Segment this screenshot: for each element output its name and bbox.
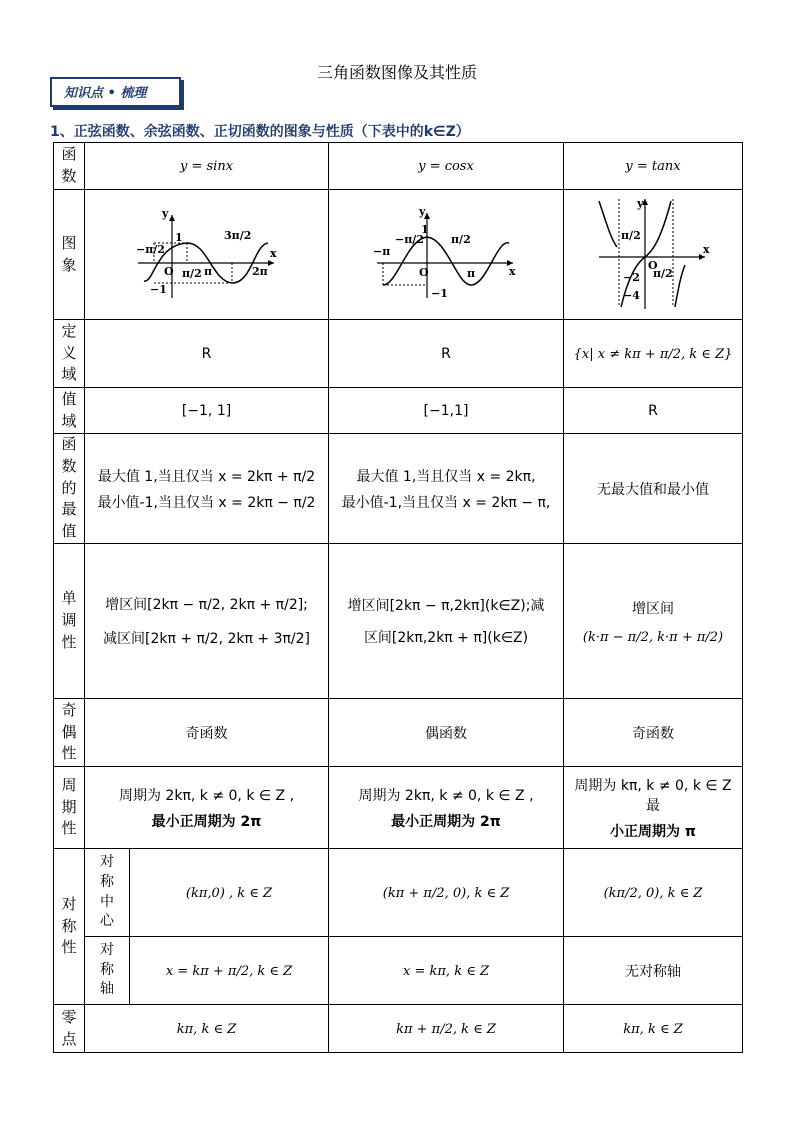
section-heading: 1、正弦函数、余弦函数、正切函数的图象与性质（下表中的k∈Z） (50, 124, 470, 140)
svg-text:−π/2: −π/2 (395, 232, 424, 246)
row-function (54, 143, 743, 190)
cell-cos-domain: R (329, 320, 564, 388)
svg-text:y: y (637, 196, 644, 210)
cell-cos-func: y = cosx (329, 143, 564, 190)
label-graph: 图 象 (54, 190, 85, 320)
label-parity: 奇 偶 性 (54, 699, 85, 767)
cos-graph (371, 203, 521, 303)
cell-tan-monotonic: 增区间 (k·π − π/2, k·π + π/2) (564, 544, 743, 699)
row-period (54, 767, 743, 849)
svg-text:π/2: π/2 (181, 266, 202, 280)
svg-text:3π/2: 3π/2 (223, 228, 251, 242)
cell-cos-graph (329, 190, 564, 320)
cell-sin-func: y = sinx (85, 143, 329, 190)
svg-text:2π: 2π (251, 264, 268, 278)
cell-cos-zero: kπ + π/2, k ∈ Z (329, 1005, 564, 1053)
cell-tan-extreme: 无最大值和最小值 (564, 434, 743, 544)
cell-tan-graph (564, 190, 743, 320)
label-period: 周 期 性 (54, 767, 85, 849)
label-zero: 零 点 (54, 1005, 85, 1053)
cell-tan-period: 周期为 kπ, k ≠ 0, k ∈ Z最 小正周期为 π (564, 767, 743, 849)
cell-sin-parity: 奇函数 (85, 699, 329, 767)
trig-table (53, 142, 743, 1053)
cell-cos-period: 周期为 2kπ, k ≠ 0, k ∈ Z , 最小正周期为 2π (329, 767, 564, 849)
row-monotonic (54, 544, 743, 699)
sin-graph (132, 203, 282, 303)
label-function: 函 数 (54, 143, 85, 190)
svg-text:−1: −1 (149, 282, 167, 296)
cell-sin-extreme: 最大值 1,当且仅当 x = 2kπ + π/2 最小值-1,当且仅当 x = 2kπ − π/2 (85, 434, 329, 544)
tan-graph (593, 195, 713, 311)
label-symmetry: 对 称 性 (54, 849, 85, 1005)
svg-text:1: 1 (174, 230, 183, 244)
row-symmetry-center (54, 849, 743, 937)
cell-sin-zero: kπ, k ∈ Z (85, 1005, 329, 1053)
label-extreme: 函 数 的 最 值 (54, 434, 85, 544)
cell-sin-center: (kπ,0) , k ∈ Z (130, 849, 329, 937)
label-domain: 定 义 域 (54, 320, 85, 388)
label-monotonic: 单 调 性 (54, 544, 85, 699)
svg-text:π/2: π/2 (451, 232, 471, 246)
cell-tan-func: y = tanx (564, 143, 743, 190)
row-domain (54, 320, 743, 388)
cell-tan-center: (kπ/2, 0), k ∈ Z (564, 849, 743, 937)
page-title: 三角函数图像及其性质 (316, 63, 477, 82)
svg-text:O: O (648, 258, 658, 272)
cell-cos-range: [−1,1] (329, 388, 564, 434)
cell-sin-monotonic: 增区间[2kπ − π/2, 2kπ + π/2]; 减区间[2kπ + π/2, 2kπ + 3π/2] (85, 544, 329, 699)
cell-tan-axis: 无对称轴 (564, 937, 743, 1005)
row-symmetry-axis (54, 937, 743, 1005)
label-range: 值 域 (54, 388, 85, 434)
row-graph (54, 190, 743, 320)
svg-text:y: y (161, 206, 168, 220)
label-symmetry-center: 对 称 中 心 (85, 849, 130, 937)
svg-text:−4: −4 (623, 288, 640, 302)
cell-tan-range: R (564, 388, 743, 434)
svg-text:y: y (419, 204, 426, 218)
label-symmetry-axis: 对 称 轴 (85, 937, 130, 1005)
cell-tan-zero: kπ, k ∈ Z (564, 1005, 743, 1053)
svg-text:x: x (703, 242, 710, 256)
knowledge-tag: 知识点 • 梳理 (50, 77, 181, 107)
row-extreme (54, 434, 743, 544)
svg-text:π/2: π/2 (653, 266, 673, 280)
svg-text:π: π (203, 264, 212, 278)
cell-tan-domain: {x| x ≠ kπ + π/2, k ∈ Z} (564, 320, 743, 388)
cell-sin-period: 周期为 2kπ, k ≠ 0, k ∈ Z , 最小正周期为 2π (85, 767, 329, 849)
row-zero (54, 1005, 743, 1053)
cell-cos-extreme: 最大值 1,当且仅当 x = 2kπ, 最小值-1,当且仅当 x = 2kπ − π, (329, 434, 564, 544)
cell-cos-center: (kπ + π/2, 0), k ∈ Z (329, 849, 564, 937)
cell-cos-parity: 偶函数 (329, 699, 564, 767)
svg-text:−π/2: −π/2 (135, 242, 165, 256)
svg-text:π: π (467, 266, 476, 280)
cell-tan-parity: 奇函数 (564, 699, 743, 767)
row-range (54, 388, 743, 434)
svg-text:x: x (509, 264, 516, 278)
cell-cos-monotonic: 增区间[2kπ − π,2kπ](k∈Z);减 区间[2kπ,2kπ + π](k∈Z) (329, 544, 564, 699)
cell-sin-axis: x = kπ + π/2, k ∈ Z (130, 937, 329, 1005)
cell-sin-range: [−1, 1] (85, 388, 329, 434)
svg-text:O: O (163, 264, 174, 278)
cell-sin-domain: R (85, 320, 329, 388)
svg-text:−2: −2 (623, 270, 640, 284)
svg-text:O: O (419, 265, 429, 279)
svg-text:−1: −1 (431, 286, 448, 300)
svg-text:x: x (269, 246, 277, 260)
svg-text:1: 1 (421, 222, 429, 236)
svg-text:−π: −π (373, 244, 391, 258)
row-parity (54, 699, 743, 767)
svg-text:π/2: π/2 (621, 228, 641, 242)
cell-cos-axis: x = kπ, k ∈ Z (329, 937, 564, 1005)
cell-sin-graph (85, 190, 329, 320)
